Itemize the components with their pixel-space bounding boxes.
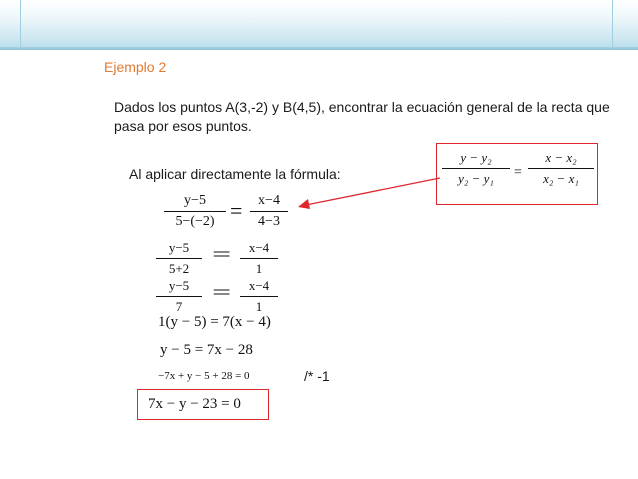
fraction-bar xyxy=(240,296,278,297)
step3-right-denominator: 1 xyxy=(255,299,263,314)
fraction-bar xyxy=(156,258,202,259)
problem-statement: Dados los puntos A(3,-2) y B(4,5), encontrar la ecuación general de la recta que pasa por esos puntos. xyxy=(114,99,610,134)
step2-left-denominator: 5+2 xyxy=(168,261,190,276)
formula-equals: = xyxy=(514,165,522,180)
step1-right-fraction xyxy=(250,193,288,230)
step2-left-numerator: y−5 xyxy=(168,240,190,255)
fraction-bar xyxy=(250,211,288,212)
step4-equation: 1(y − 5) = 7(x − 4) xyxy=(158,314,271,330)
step1-left-fraction xyxy=(164,193,226,230)
formula-left-denominator: y₂ − y₁ xyxy=(458,171,494,186)
step6-equation: −7x + y − 5 + 28 = 0 xyxy=(158,370,250,382)
step5-equation: y − 5 = 7x − 28 xyxy=(160,342,253,358)
formula-intro: Al aplicar directamente la fórmula: xyxy=(129,166,341,182)
step2-left-fraction xyxy=(156,240,202,277)
formula-right-denominator: x₂ − x₁ xyxy=(543,171,579,186)
step2-right-denominator: 1 xyxy=(255,261,263,276)
step2-right-numerator: x−4 xyxy=(248,240,270,255)
result-equation: 7x − y − 23 = 0 xyxy=(148,396,241,412)
step3-right-fraction xyxy=(240,278,278,315)
step3-right-numerator: x−4 xyxy=(248,278,270,293)
step1-equals: = xyxy=(230,198,243,223)
step3-left-denominator: 7 xyxy=(175,299,183,314)
step3-left-fraction xyxy=(156,278,202,315)
step6-note: /* -1 xyxy=(304,368,330,384)
fraction-bar xyxy=(164,211,226,212)
formula-right-numerator: x − x₂ xyxy=(545,150,577,165)
fraction-bar xyxy=(156,296,202,297)
step1-left-denominator: 5−(−2) xyxy=(175,214,215,229)
slide-title: Ejemplo 2 xyxy=(104,59,167,75)
step3-equals: = xyxy=(212,282,232,304)
step1-right-denominator: 4−3 xyxy=(258,214,280,229)
step2-equals: = xyxy=(212,244,232,266)
fraction-bar xyxy=(240,258,278,259)
step2-right-fraction xyxy=(240,240,278,277)
step1-left-numerator: y−5 xyxy=(184,193,206,208)
step3-left-numerator: y−5 xyxy=(168,278,190,293)
step1-right-numerator: x−4 xyxy=(258,193,280,208)
formula-left-numerator: y − y₂ xyxy=(460,150,492,165)
